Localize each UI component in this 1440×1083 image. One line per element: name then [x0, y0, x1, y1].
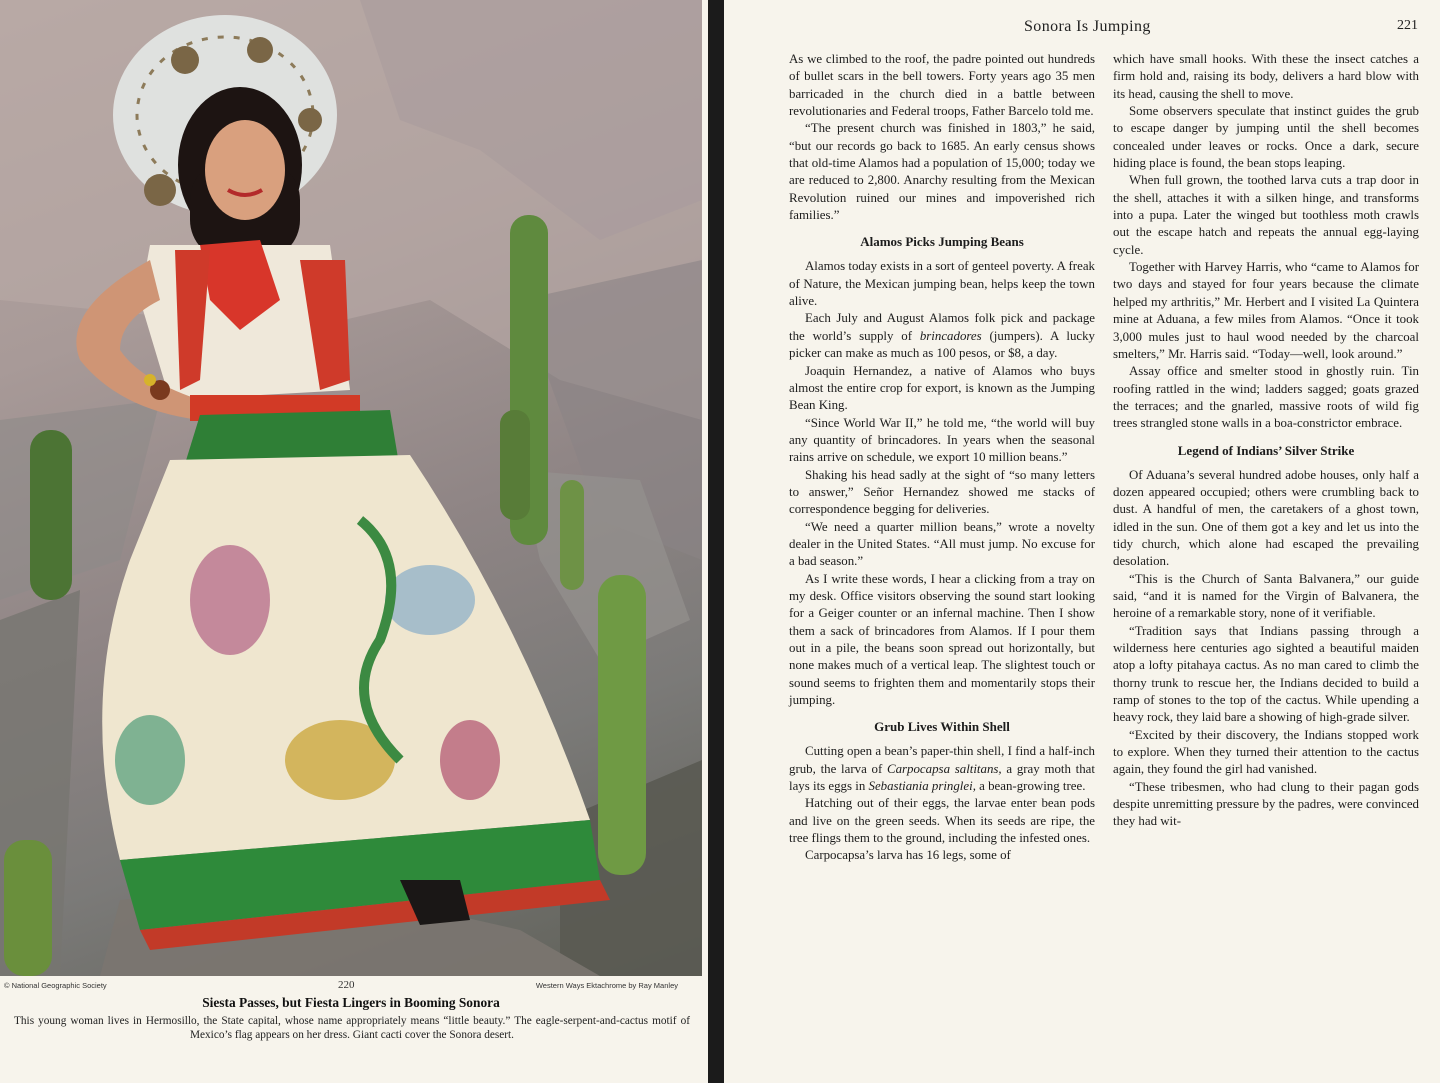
- page-number-left: 220: [338, 979, 355, 991]
- text-column-1: [789, 51, 1095, 865]
- paragraph: “Tradition says that Indians passing through a wilderness here centuries ago sighted a beautiful maiden atop a lofty pitahaya cactus. As no man cared to climb the thorny trunk to rescue her, the Indians decided to build a ramp of stones to the top of the cactus. While upending a heavy rock, they laid bare a showing of high-grade silver.: [1113, 623, 1419, 725]
- paragraph: As I write these words, I hear a clicking from a tray on my desk. Office visitors observing the sound start looking for a Geiger counter or an infernal machine. Then I show them a sack of brincadores from Alamos. If I pour them out in a pile, the beans soon spread out horizontally, but none makes much of a vertical leap. The slightest touch or sound seems to frighten them and momentarily stops their jumping.: [789, 571, 1095, 708]
- running-head: Sonora Is Jumping: [1024, 18, 1151, 35]
- text-run: Each July and August Alamos folk pick and package the world’s supply of: [789, 311, 1095, 343]
- photo-sonora-woman: [0, 0, 702, 976]
- paragraph: Of Aduana’s several hundred adobe houses, only half a dozen appeared occupied; others were crumbling back to dust. A handful of men, the caretakers of a ghost town, idled in the sun. One of them got a key and let us into the tidy church, which alone had escaped the prevailing desolation.: [1113, 467, 1419, 569]
- paragraph: Alamos today exists in a sort of genteel poverty. A freak of Nature, the Mexican jumping bean, helps keep the town alive.: [789, 259, 1095, 309]
- text-run: a bean-growing tree.: [975, 779, 1086, 794]
- paragraph: Hatching out of their eggs, the larvae enter bean pods and live on the green seeds. When its seeds are ripe, the tree flings them to the ground, including the infested ones.: [789, 796, 1095, 846]
- section-heading: Grub Lives Within Shell: [874, 719, 1010, 735]
- paragraph: “Excited by their discovery, the Indians stopped work to explore. When they turned their attention to the cactus again, they found the girl had vanished.: [1113, 727, 1419, 777]
- caption-title: Siesta Passes, but Fiesta Lingers in Booming Sonora: [202, 995, 500, 1010]
- paragraph: [789, 310, 1095, 362]
- paragraph: Together with Harvey Harris, who “came to Alamos for two days and stayed for four years because the climate helped my arthritis,” Mr. Herbert and I visited La Quintera mine at Aduana, a few miles from Alamos. “Once it took 3,000 mules just to haul wood needed by the charcoal smelters,” Mr. Harris said. “Today—well, look around.”: [1113, 260, 1419, 361]
- paragraph: Some observers speculate that instinct guides the grub to escape danger by jumping until the shell becomes concealed under leaves or rocks. Once a dark, secure hiding place is found, the bean stops leaping.: [1113, 104, 1419, 171]
- paragraph: Assay office and smelter stood in ghostly ruin. Tin roofing rattled in the wind; ladders sagged; goats grazed the terraces; and the gnarled, massive roots of wild fig trees strangled stone walls in a boa-constrictor embrace.: [1113, 364, 1419, 431]
- paragraph: “Since World War II,” he told me, “the world will buy any quantity of brincadores. In years when the seasonal rains arrive on schedule, we export 10 million beans.”: [789, 415, 1095, 465]
- paragraph: “We need a quarter million beans,” wrote a novelty dealer in the United States. “All must jump. No excuse for a bad season.”: [789, 519, 1095, 569]
- photo-credit: Western Ways Ektachrome by Ray Manley: [535, 981, 678, 990]
- italic-term: Sebastiania pringlei,: [868, 779, 976, 794]
- text-column-2: [1113, 51, 1419, 831]
- paragraph: “These tribesmen, who had clung to their pagan gods despite unremitting pressure by the padres, were convinced they had wit-: [1113, 779, 1419, 829]
- italic-term: Carpocapsa saltitans,: [886, 761, 1002, 776]
- section-heading: Legend of Indians’ Silver Strike: [1177, 442, 1355, 458]
- paragraph: which have small hooks. With these the insect catches a firm hold and, raising its body, delivers a hard blow with its head, causing the shell to move.: [1113, 52, 1419, 101]
- paragraph: “This is the Church of Santa Balvanera,” our guide said, “and it is named for the Virgin of Balvanera, the heroine of a remarkable story, none of it verifiable.: [1113, 571, 1419, 621]
- section-heading: Alamos Picks Jumping Beans: [860, 234, 1024, 250]
- left-page: [0, 0, 708, 1083]
- paragraph: [789, 743, 1095, 795]
- photo-illustration: [0, 0, 702, 976]
- page-number-right: 221: [1397, 18, 1418, 33]
- paragraph: Joaquin Hernandez, a native of Alamos who buys almost the entire crop for export, is known as the Jumping Bean King.: [789, 363, 1095, 413]
- paragraph: Carpocapsa’s larva has 16 legs, some of: [805, 848, 1011, 863]
- paragraph: Shaking his head sadly at the sight of “so many letters to answer,” Señor Hernandez showed me stacks of correspondence begging for deliveries.: [789, 467, 1095, 517]
- text-run: Cutting open a bean’s paper-thin shell, I find a half-inch grub, the larva of: [789, 744, 1095, 776]
- paragraph: As we climbed to the roof, the padre pointed out hundreds of bullet scars in the bell towers. Forty years ago 35 men barricaded in the church died in a battle between revolutionaries and Federal troops, Father Barcelo told me.: [789, 52, 1095, 119]
- italic-term: brincadores: [919, 328, 982, 343]
- right-page: [724, 0, 1440, 1083]
- caption-text: This young woman lives in Hermosillo, the State capital, whose name appropriately means “little beauty.” The eagle-serpent-and-cactus motif of Mexico’s flag appears on her dress. Giant cacti cover the Sonora desert.: [14, 1015, 690, 1041]
- paragraph: “The present church was finished in 1803,” he said, “but our records go back to 1685. An early census shows that old-time Alamos had a population of 15,000; today we are reduced to 2,800. Anarchy resulting from the Mexican Revolution ruined our mines and impoverished rich families.”: [789, 121, 1095, 223]
- text-run: a gray moth that lays its eggs in: [789, 761, 1095, 794]
- copyright-notice: © National Geographic Society: [4, 981, 107, 990]
- paragraph: When full grown, the toothed larva cuts a trap door in the shell, attaches it with a silken hinge, and transforms into a pupa. Later the winged but toothless moth crawls out the escape hatch and repeats the annual egg-laying cycle.: [1113, 173, 1419, 257]
- text-run: (jumpers). A lucky picker can make as much as 100 pesos, or $8, a day.: [789, 328, 1096, 361]
